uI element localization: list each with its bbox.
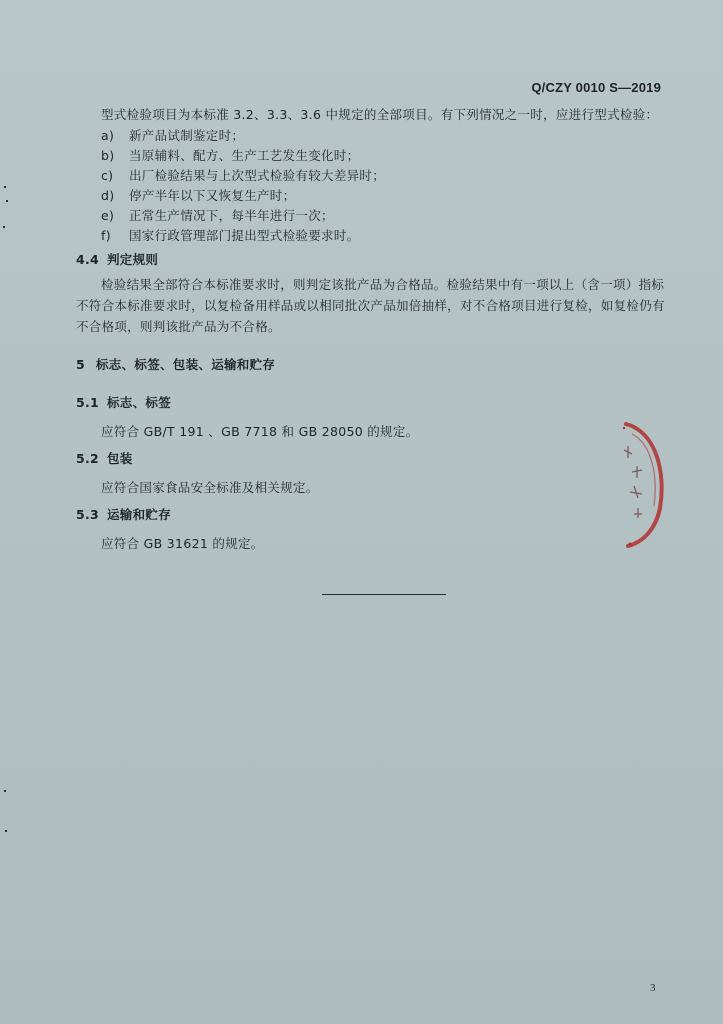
list-text: 新产品试制鉴定时； bbox=[129, 128, 245, 143]
section-title: 标志、标签、包装、运输和贮存 bbox=[96, 357, 276, 372]
list-text: 出厂检验结果与上次型式检验有较大差异时； bbox=[129, 168, 386, 183]
transport-storage-text: 应符合 GB 31621 的规定。 bbox=[101, 536, 264, 551]
list-item bbox=[101, 166, 385, 186]
list-text: 正常生产情况下，每半年进行一次； bbox=[129, 208, 334, 223]
section-number: 5 bbox=[76, 357, 85, 372]
list-marker: d) bbox=[101, 188, 115, 203]
type-inspection-intro: 型式检验项目为本标准 3.2、3.3、3.6 中规定的全部项目。有下列情况之一时，应进行型式检验： bbox=[101, 107, 659, 122]
section-title: 标志、标签 bbox=[107, 395, 172, 410]
scan-speck bbox=[6, 200, 8, 202]
section-heading-5-3 bbox=[76, 505, 171, 523]
standard-code: Q/CZY 0010 S—2019 bbox=[531, 80, 661, 95]
section-number: 4.4 bbox=[76, 252, 100, 267]
judgement-rule-text: 检验结果全部符合本标准要求时，则判定该批产品为合格品。检验结果中有一项以上（含一项）指标不符合本标准要求时，以复检备用样品或以相同批次产品加倍抽样，对不合格项目进行复检，如复检仍有不合格项，则判该批产品为不合格。 bbox=[76, 277, 665, 334]
list-text: 停产半年以下又恢复生产时； bbox=[129, 188, 296, 203]
section-number: 5.1 bbox=[76, 395, 100, 410]
packaging-text: 应符合国家食品安全标准及相关规定。 bbox=[101, 480, 319, 495]
scan-speck bbox=[4, 790, 6, 792]
section-heading-4-4 bbox=[76, 250, 158, 268]
section-heading-5-1 bbox=[76, 393, 171, 411]
scan-speck bbox=[5, 830, 7, 832]
list-item bbox=[101, 226, 359, 246]
list-text: 国家行政管理部门提出型式检验要求时。 bbox=[129, 228, 360, 243]
list-marker: e) bbox=[101, 208, 115, 223]
page-number: 3 bbox=[650, 982, 656, 994]
section-title: 包装 bbox=[107, 451, 133, 466]
section-title: 判定规则 bbox=[107, 252, 159, 267]
scan-speck bbox=[3, 226, 5, 228]
marking-labeling-text: 应符合 GB/T 191 、GB 7718 和 GB 28050 的规定。 bbox=[101, 424, 419, 439]
red-seal-stamp-icon bbox=[618, 420, 668, 550]
scan-speck bbox=[4, 186, 6, 188]
list-marker: f) bbox=[101, 228, 111, 243]
section-number: 5.2 bbox=[76, 451, 100, 466]
end-of-text-rule bbox=[322, 594, 446, 595]
section-title: 运输和贮存 bbox=[107, 507, 172, 522]
section-heading-5 bbox=[76, 355, 275, 373]
list-item bbox=[101, 186, 295, 206]
list-item bbox=[101, 126, 244, 146]
list-item bbox=[101, 146, 359, 166]
section-number: 5.3 bbox=[76, 507, 100, 522]
list-marker: a) bbox=[101, 128, 115, 143]
list-item bbox=[101, 206, 334, 226]
list-marker: c) bbox=[101, 168, 114, 183]
list-text: 当原辅料、配方、生产工艺发生变化时； bbox=[129, 148, 360, 163]
section-heading-5-2 bbox=[76, 449, 133, 467]
list-marker: b) bbox=[101, 148, 115, 163]
